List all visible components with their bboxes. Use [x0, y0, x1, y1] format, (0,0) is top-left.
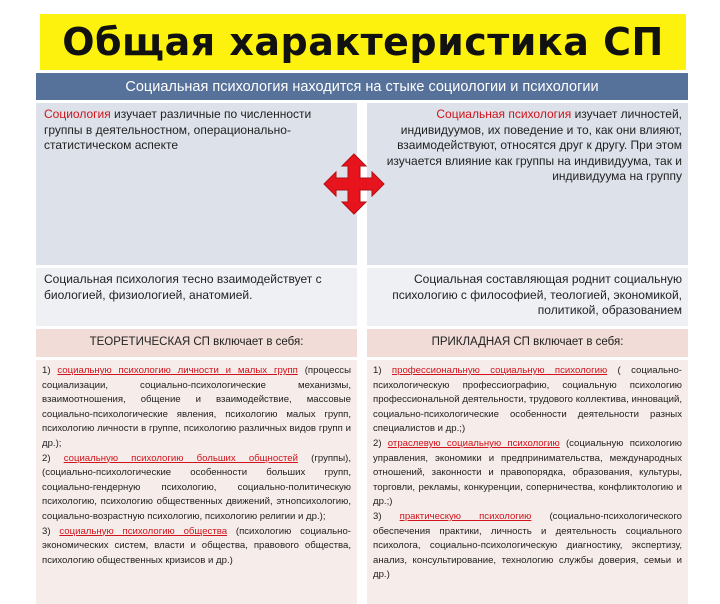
- comparison-table: [36, 73, 688, 581]
- social-psychology-term: Социальная психология: [436, 107, 572, 121]
- list-item: 2) отраслевую социальную психологию (социальную психологию управления, экономики и предпринимательства, международных отношений, законности и правопорядка, образования, культуры, торговли, рекламы, конкуренции, соперничества, конфликтологию и др.;): [373, 437, 682, 508]
- list-item: 3) социальную психологию общества (психологию социально-экономических систем, власти и общества, правового общества, психологию общественных кризисов и др.): [42, 525, 351, 566]
- theory-heading: ТЕОРЕТИЧЕСКАЯ СП включает в себя:: [36, 329, 357, 357]
- table-header: Социальная психология находится на стыке социологии и психологии: [36, 73, 688, 100]
- title-banner: [40, 14, 686, 70]
- social-psychology-text: изучает личностей, индивидуумов, их поведение и то, как они влияют, взаимодействуют, относятся друг к другу. При этом изучается влияние как группы на индивидуума, так и индивидуума на группу: [386, 107, 682, 183]
- list-item: 1) социальную психологию личности и малых групп (процессы социализации, социально-психологические механизмы, взаимоотношения, общение и взаимодействие, массовые социально-психологические явления, психологию малых групп, психологию личности в группе, психологию различных видов групп и др.);: [42, 365, 351, 449]
- list-item: 2) социальную психологию больших общностей (группы), (социально-психологические особенности больших групп, социально-гендерную психологию, социально-политическую психологию, психологию общественных движений, этнопсихологию, социально-возрастную психологию, психологию религии и др.);: [42, 452, 352, 522]
- list-item: 1) профессиональную социальную психологию ( социально-психологическую профессиографию, социальную психологию профессиональной деятельности, трудового коллектива, инноваций, социально-психологические особенности деятельности разных специалистов и др.;): [373, 365, 682, 435]
- sociology-cell: [36, 103, 357, 265]
- sociology-text: изучает различные по численности группы в деятельностном, операционально-статистическом аспекте: [44, 107, 312, 152]
- philosophy-link-cell: Социальная составляющая роднит социальную психологию с философией, теологией, экономикой, политикой, образованием: [367, 268, 688, 326]
- sociology-term: Социология: [44, 107, 111, 121]
- applied-list: [367, 360, 688, 604]
- page-title: Общая характеристика СП: [62, 20, 664, 64]
- four-way-arrows-icon: [322, 152, 386, 216]
- applied-heading: ПРИКЛАДНАЯ СП включает в себя:: [367, 329, 688, 357]
- list-item: 3) практическую психологию (социально-психологического обеспечения практики, личность и деятельность социального психолога, социально-психологическую диагностику, экспертизу, анализ, консультирование, технологию службы доверия, семьи и др.): [373, 510, 682, 581]
- biology-link-cell: Социальная психология тесно взаимодействует с биологией, физиологией, анатомией.: [36, 268, 357, 326]
- theory-list: [36, 360, 357, 604]
- social-psychology-cell: [367, 103, 688, 265]
